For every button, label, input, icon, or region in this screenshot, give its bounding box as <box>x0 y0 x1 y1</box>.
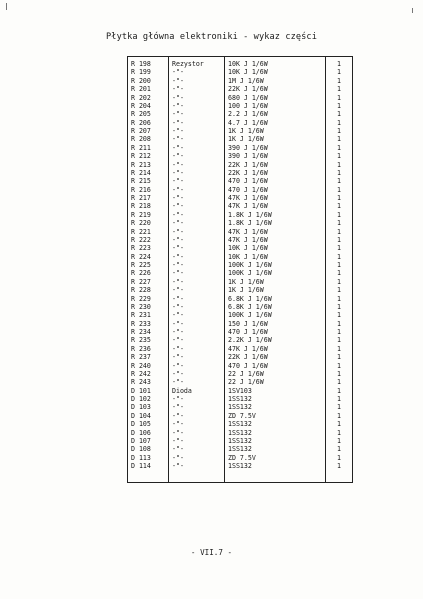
table-row <box>128 60 352 68</box>
part-ref: R 240 <box>131 361 151 370</box>
table-row <box>128 403 352 411</box>
part-type: -"- <box>172 135 184 144</box>
part-type: -"- <box>172 411 184 420</box>
table-row <box>128 295 352 303</box>
part-quantity: 1 <box>337 369 341 378</box>
part-value: 47K J 1/6W <box>228 202 268 211</box>
part-ref: R 213 <box>131 160 151 169</box>
scan-mark-top-right <box>412 8 413 13</box>
part-quantity: 1 <box>337 269 341 278</box>
part-ref: R 214 <box>131 168 151 177</box>
part-quantity: 1 <box>337 110 341 119</box>
table-row <box>128 387 352 395</box>
part-ref: D 103 <box>131 403 151 412</box>
part-quantity: 1 <box>337 160 341 169</box>
part-quantity: 1 <box>337 101 341 110</box>
part-value: 6.8K J 1/6W <box>228 302 272 311</box>
part-ref: D 108 <box>131 445 151 454</box>
part-ref: R 220 <box>131 219 151 228</box>
table-row <box>128 261 352 269</box>
part-type: -"- <box>172 395 184 403</box>
part-quantity: 1 <box>337 143 341 152</box>
page-number: - VII.7 - <box>190 548 233 557</box>
part-value: 1K J 1/6W <box>228 135 264 144</box>
part-quantity: 1 <box>337 411 341 420</box>
part-value: 680 J 1/6W <box>228 93 268 102</box>
part-value: 390 J 1/6W <box>228 143 268 152</box>
part-quantity: 1 <box>337 68 341 77</box>
table-row <box>128 362 352 370</box>
part-type: -"- <box>172 336 184 345</box>
part-ref: R 215 <box>131 177 151 186</box>
part-quantity: 1 <box>337 60 341 68</box>
part-type: Dioda <box>172 386 192 395</box>
part-type: -"- <box>172 76 184 85</box>
part-ref: R 198 <box>131 60 151 68</box>
part-value: 1SS132 <box>228 428 252 437</box>
part-value: 47K J 1/6W <box>228 344 268 353</box>
part-value: 1K J 1/6W <box>228 277 264 286</box>
part-ref: D 107 <box>131 436 151 445</box>
table-row <box>128 102 352 110</box>
table-row <box>128 77 352 85</box>
part-type: -"- <box>172 462 184 470</box>
part-value: 22K J 1/6W <box>228 353 268 362</box>
part-type: Rezystor <box>172 60 204 68</box>
part-ref: R 219 <box>131 210 151 219</box>
part-type: -"- <box>172 68 184 77</box>
part-quantity: 1 <box>337 445 341 454</box>
part-value: 47K J 1/6W <box>228 194 268 202</box>
part-type: -"- <box>172 202 184 211</box>
part-quantity: 1 <box>337 202 341 211</box>
table-row <box>128 68 352 76</box>
table-row <box>128 311 352 319</box>
table-row <box>128 219 352 227</box>
scan-mark-top-left <box>6 3 7 10</box>
part-quantity: 1 <box>337 428 341 437</box>
part-type: -"- <box>172 143 184 152</box>
part-type: -"- <box>172 235 184 244</box>
part-quantity: 1 <box>337 252 341 261</box>
table-row <box>128 429 352 437</box>
part-type: -"- <box>172 436 184 445</box>
part-ref: R 208 <box>131 135 151 144</box>
part-value: 1.8K J 1/6W <box>228 210 272 219</box>
part-type: -"- <box>172 168 184 177</box>
part-ref: R 224 <box>131 252 151 261</box>
part-quantity: 1 <box>337 219 341 228</box>
table-row <box>128 345 352 353</box>
part-quantity: 1 <box>337 386 341 395</box>
page-title: Płytka główna elektroniki - wykaz części <box>106 32 317 42</box>
part-quantity: 1 <box>337 302 341 311</box>
part-ref: R 211 <box>131 143 151 152</box>
part-type: -"- <box>172 378 184 387</box>
part-value: 1K J 1/6W <box>228 127 264 135</box>
part-ref: D 101 <box>131 386 151 395</box>
part-value: 10K J 1/6W <box>228 60 268 68</box>
part-ref: R 222 <box>131 235 151 244</box>
part-quantity: 1 <box>337 420 341 429</box>
part-ref: R 218 <box>131 202 151 211</box>
table-row <box>128 119 352 127</box>
part-value: 470 J 1/6W <box>228 177 268 186</box>
part-type: -"- <box>172 453 184 462</box>
part-value: 1SS132 <box>228 420 252 429</box>
part-quantity: 1 <box>337 403 341 412</box>
part-value: 22K J 1/6W <box>228 85 268 94</box>
part-value: 22K J 1/6W <box>228 160 268 169</box>
part-value: 150 J 1/6W <box>228 319 268 328</box>
parts-table <box>127 56 353 483</box>
part-ref: R 200 <box>131 76 151 85</box>
part-ref: R 243 <box>131 378 151 387</box>
part-type: -"- <box>172 261 184 269</box>
part-value: 1SV103 <box>228 386 252 395</box>
table-row <box>128 253 352 261</box>
part-ref: D 105 <box>131 420 151 429</box>
part-value: 470 J 1/6W <box>228 328 268 336</box>
part-type: -"- <box>172 311 184 320</box>
part-ref: R 201 <box>131 85 151 94</box>
part-quantity: 1 <box>337 118 341 127</box>
table-row <box>128 437 352 445</box>
part-value: 1K J 1/6W <box>228 286 264 295</box>
part-type: -"- <box>172 302 184 311</box>
part-value: 1M J 1/6W <box>228 76 264 85</box>
part-ref: R 237 <box>131 353 151 362</box>
part-value: 390 J 1/6W <box>228 152 268 161</box>
part-type: -"- <box>172 428 184 437</box>
part-quantity: 1 <box>337 185 341 194</box>
part-type: -"- <box>172 85 184 94</box>
table-row <box>128 127 352 135</box>
part-type: -"- <box>172 353 184 362</box>
part-quantity: 1 <box>337 319 341 328</box>
part-value: 10K J 1/6W <box>228 244 268 253</box>
part-value: ZD 7.5V <box>228 453 256 462</box>
table-row <box>128 395 352 403</box>
part-quantity: 1 <box>337 453 341 462</box>
table-row <box>128 320 352 328</box>
part-ref: R 227 <box>131 277 151 286</box>
part-type: -"- <box>172 277 184 286</box>
part-quantity: 1 <box>337 277 341 286</box>
part-ref: D 102 <box>131 395 151 403</box>
table-row <box>128 94 352 102</box>
part-ref: R 217 <box>131 194 151 202</box>
table-row <box>128 161 352 169</box>
table-row <box>128 328 352 336</box>
part-ref: R 234 <box>131 328 151 336</box>
part-type: -"- <box>172 403 184 412</box>
part-value: 1SS132 <box>228 395 252 403</box>
part-quantity: 1 <box>337 93 341 102</box>
part-type: -"- <box>172 369 184 378</box>
part-type: -"- <box>172 127 184 135</box>
part-type: -"- <box>172 328 184 336</box>
part-quantity: 1 <box>337 286 341 295</box>
part-ref: R 199 <box>131 68 151 77</box>
part-quantity: 1 <box>337 235 341 244</box>
part-type: -"- <box>172 252 184 261</box>
part-ref: R 221 <box>131 227 151 236</box>
part-value: 47K J 1/6W <box>228 227 268 236</box>
part-ref: R 207 <box>131 127 151 135</box>
part-ref: R 229 <box>131 294 151 303</box>
part-ref: R 228 <box>131 286 151 295</box>
table-row <box>128 412 352 420</box>
table-row <box>128 110 352 118</box>
table-row <box>128 186 352 194</box>
part-type: -"- <box>172 294 184 303</box>
part-value: 10K J 1/6W <box>228 252 268 261</box>
part-type: -"- <box>172 344 184 353</box>
table-row <box>128 135 352 143</box>
part-quantity: 1 <box>337 462 341 470</box>
table-row <box>128 169 352 177</box>
part-quantity: 1 <box>337 227 341 236</box>
part-ref: R 205 <box>131 110 151 119</box>
part-quantity: 1 <box>337 127 341 135</box>
table-row <box>128 244 352 252</box>
table-row <box>128 278 352 286</box>
table-row <box>128 445 352 453</box>
table-row <box>128 269 352 277</box>
part-quantity: 1 <box>337 344 341 353</box>
table-row <box>128 177 352 185</box>
part-quantity: 1 <box>337 210 341 219</box>
table-row <box>128 336 352 344</box>
part-type: -"- <box>172 445 184 454</box>
part-ref: R 216 <box>131 185 151 194</box>
part-ref: R 202 <box>131 93 151 102</box>
part-quantity: 1 <box>337 353 341 362</box>
part-quantity: 1 <box>337 378 341 387</box>
part-type: -"- <box>172 93 184 102</box>
part-quantity: 1 <box>337 336 341 345</box>
part-ref: D 106 <box>131 428 151 437</box>
part-ref: R 242 <box>131 369 151 378</box>
part-value: 22 J 1/6W <box>228 369 264 378</box>
table-row <box>128 420 352 428</box>
part-value: 100K J 1/6W <box>228 261 272 269</box>
part-ref: R 204 <box>131 101 151 110</box>
table-rows <box>128 60 352 470</box>
part-value: 100K J 1/6W <box>228 269 272 278</box>
part-quantity: 1 <box>337 395 341 403</box>
part-type: -"- <box>172 319 184 328</box>
part-type: -"- <box>172 227 184 236</box>
part-value: 6.8K J 1/6W <box>228 294 272 303</box>
part-ref: D 113 <box>131 453 151 462</box>
part-type: -"- <box>172 361 184 370</box>
table-row <box>128 236 352 244</box>
part-type: -"- <box>172 118 184 127</box>
part-value: 1SS132 <box>228 445 252 454</box>
part-type: -"- <box>172 194 184 202</box>
part-ref: R 206 <box>131 118 151 127</box>
table-row <box>128 144 352 152</box>
part-value: 1SS132 <box>228 462 252 470</box>
table-row <box>128 378 352 386</box>
part-type: -"- <box>172 210 184 219</box>
part-type: -"- <box>172 160 184 169</box>
table-row <box>128 286 352 294</box>
part-ref: R 233 <box>131 319 151 328</box>
part-value: 470 J 1/6W <box>228 185 268 194</box>
part-type: -"- <box>172 286 184 295</box>
part-quantity: 1 <box>337 311 341 320</box>
part-value: ZD 7.5V <box>228 411 256 420</box>
part-value: 100 J 1/6W <box>228 101 268 110</box>
part-type: -"- <box>172 152 184 161</box>
table-row <box>128 454 352 462</box>
part-value: 22K J 1/6W <box>228 168 268 177</box>
part-quantity: 1 <box>337 244 341 253</box>
part-type: -"- <box>172 244 184 253</box>
part-quantity: 1 <box>337 361 341 370</box>
part-type: -"- <box>172 185 184 194</box>
part-type: -"- <box>172 420 184 429</box>
part-type: -"- <box>172 219 184 228</box>
part-quantity: 1 <box>337 177 341 186</box>
table-row <box>128 211 352 219</box>
table-row <box>128 152 352 160</box>
part-quantity: 1 <box>337 328 341 336</box>
part-value: 2.2 J 1/6W <box>228 110 268 119</box>
part-ref: D 114 <box>131 462 151 470</box>
part-ref: D 104 <box>131 411 151 420</box>
part-ref: R 223 <box>131 244 151 253</box>
part-ref: R 226 <box>131 269 151 278</box>
table-row <box>128 462 352 470</box>
part-value: 2.2K J 1/6W <box>228 336 272 345</box>
part-value: 470 J 1/6W <box>228 361 268 370</box>
part-quantity: 1 <box>337 135 341 144</box>
part-value: 10K J 1/6W <box>228 68 268 77</box>
part-ref: R 235 <box>131 336 151 345</box>
table-row <box>128 303 352 311</box>
part-quantity: 1 <box>337 76 341 85</box>
part-value: 47K J 1/6W <box>228 235 268 244</box>
part-quantity: 1 <box>337 261 341 269</box>
part-value: 1SS132 <box>228 403 252 412</box>
part-ref: R 236 <box>131 344 151 353</box>
table-row <box>128 85 352 93</box>
part-value: 22 J 1/6W <box>228 378 264 387</box>
part-quantity: 1 <box>337 85 341 94</box>
part-quantity: 1 <box>337 168 341 177</box>
part-value: 1SS132 <box>228 436 252 445</box>
part-type: -"- <box>172 177 184 186</box>
part-type: -"- <box>172 101 184 110</box>
part-value: 1.8K J 1/6W <box>228 219 272 228</box>
part-ref: R 230 <box>131 302 151 311</box>
part-type: -"- <box>172 269 184 278</box>
part-quantity: 1 <box>337 294 341 303</box>
table-row <box>128 202 352 210</box>
part-quantity: 1 <box>337 152 341 161</box>
table-row <box>128 194 352 202</box>
table-row <box>128 370 352 378</box>
part-ref: R 225 <box>131 261 151 269</box>
table-row <box>128 228 352 236</box>
part-value: 100K J 1/6W <box>228 311 272 320</box>
part-ref: R 212 <box>131 152 151 161</box>
part-ref: R 231 <box>131 311 151 320</box>
part-quantity: 1 <box>337 436 341 445</box>
part-value: 4.7 J 1/6W <box>228 118 268 127</box>
part-type: -"- <box>172 110 184 119</box>
part-quantity: 1 <box>337 194 341 202</box>
table-row <box>128 353 352 361</box>
